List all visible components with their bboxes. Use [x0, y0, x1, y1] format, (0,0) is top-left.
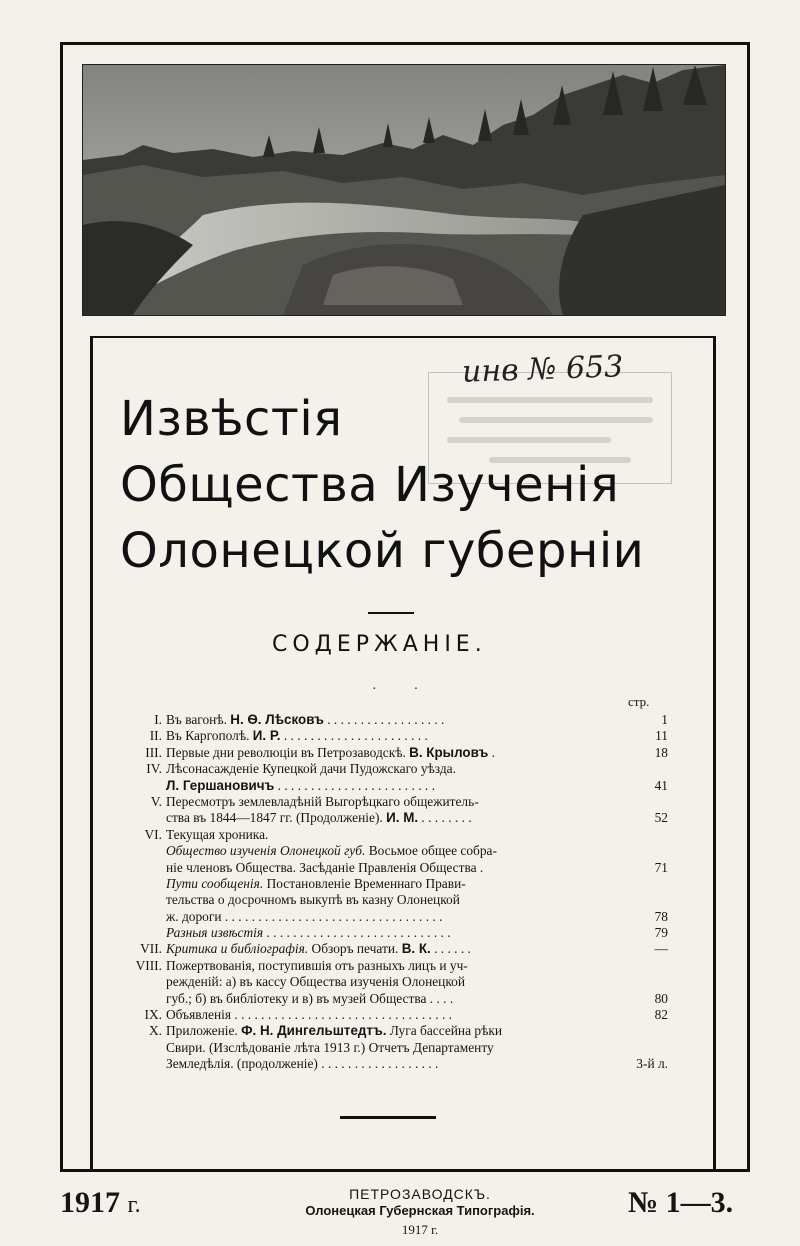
year-suffix: г.: [127, 1192, 141, 1218]
toc-entry-text: [166, 728, 638, 744]
toc-entry-text: [166, 827, 638, 843]
toc-author: Н. Ѳ. Лѣсковъ: [230, 712, 324, 727]
title-divider: [368, 612, 414, 614]
toc-number: II.: [149, 728, 162, 744]
toc-number: VIII.: [135, 957, 162, 973]
toc-page-number: 82: [654, 1007, 668, 1023]
toc-entry-text: [166, 1007, 638, 1023]
toc-row: [116, 941, 668, 957]
toc-text-part: . . . . . . . .: [418, 810, 472, 826]
toc-author: В. Крыловъ: [409, 744, 489, 760]
toc-text-part: губ.; б) въ библіотеку и в) въ музей Общества . . . .: [166, 990, 454, 1006]
bottom-divider: [340, 1116, 436, 1119]
toc-author: Л. Гершановичъ: [166, 777, 275, 793]
toc-page-number: 18: [654, 744, 668, 760]
toc-text-part: . . . . . .: [430, 941, 471, 957]
toc-number: VI.: [144, 826, 162, 842]
toc-entry-text: [166, 1040, 638, 1056]
toc-page-number: 41: [654, 777, 668, 793]
toc-row: [116, 745, 668, 761]
toc-entry-text: [166, 860, 638, 876]
toc-text-part: . . . . . . . . . . . . . . . . . .: [323, 712, 445, 727]
journal-title: [120, 386, 680, 584]
table-of-contents: [116, 712, 668, 1073]
toc-page-number: —: [654, 941, 668, 957]
toc-number: X.: [148, 1023, 162, 1039]
toc-text-part: Пересмотръ землевладѣній Выгорѣцкаго общежитель-: [166, 793, 479, 809]
toc-row: [116, 991, 668, 1007]
toc-text-part: Первые дни революціи въ Петрозаводскѣ.: [166, 744, 410, 760]
toc-page-number: 1: [661, 712, 668, 727]
toc-entry-text: [166, 794, 638, 810]
toc-row: [116, 860, 668, 876]
toc-text-part: тельства о досрочномъ выкупѣ въ казну Олонецкой: [166, 892, 460, 908]
toc-row: [116, 1023, 668, 1039]
toc-number: I.: [154, 712, 162, 727]
toc-section-italic: Разныя извѣстія: [166, 925, 264, 941]
toc-text-part: Въ вагонѣ.: [166, 712, 231, 727]
toc-text-part: . . . . . . . . . . . . . . . . . . . . . .: [280, 728, 428, 744]
toc-row: [116, 1040, 668, 1056]
toc-entry-text: [166, 925, 638, 941]
page-column-label: стр.: [628, 694, 650, 709]
toc-entry-text: [166, 958, 638, 974]
toc-page-number: 3-й л.: [636, 1056, 668, 1072]
toc-author: Ф. Н. Дингельштедтъ.: [241, 1023, 387, 1039]
toc-row: [116, 810, 668, 826]
toc-entry-text: [166, 1023, 638, 1039]
toc-text-part: ніе членовъ Общества. Засѣданіе Правленія Общества .: [166, 859, 484, 875]
toc-page-number: 78: [654, 908, 668, 924]
toc-entry-text: [166, 974, 638, 990]
title-line-2: Общества Изученія: [120, 457, 620, 513]
title-line-1: Извѣстія: [120, 391, 343, 447]
toc-entry-text: [166, 761, 638, 777]
toc-row: [116, 876, 668, 892]
toc-text-part: .: [488, 744, 495, 760]
toc-number: V.: [150, 793, 162, 809]
contents-heading: СОДЕРЖАНІЕ.: [272, 632, 487, 657]
toc-row: [116, 843, 668, 859]
toc-text-part: ж. дороги . . . . . . . . . . . . . . . . . . . . . . . . . . . . . . . . .: [166, 908, 443, 924]
toc-page-number: 71: [654, 859, 668, 875]
toc-entry-text: [166, 712, 638, 728]
landscape-photo: [82, 64, 726, 316]
toc-text-part: Земледѣлія. (продолженіе) . . . . . . . . . . . . . . . . . .: [166, 1056, 439, 1072]
toc-author: И. Р.: [252, 728, 281, 744]
toc-row: [116, 794, 668, 810]
toc-author: И. М.: [386, 810, 419, 826]
handwritten-inventory-note: инв № 653: [461, 349, 624, 390]
publisher-press: Олонецкая Губернская Типографія.: [305, 1203, 535, 1218]
toc-text-part: Лѣсонасажденіе Купецкой дачи Пудожскаго уѣзда.: [166, 761, 456, 777]
toc-entry-text: [166, 778, 638, 794]
toc-text-part: Пожертвованія, поступившія отъ разныхъ лицъ и уч-: [166, 957, 468, 973]
toc-section-italic: Критика и библіографія.: [166, 941, 309, 957]
toc-page-number: 52: [654, 810, 668, 826]
publisher-city: ПЕТРОЗАВОДСКЪ.: [349, 1186, 491, 1202]
toc-text-part: Постановленіе Временнаго Прави-: [263, 875, 466, 891]
toc-row: [116, 925, 668, 941]
toc-row: [116, 827, 668, 843]
toc-number: VII.: [140, 941, 162, 957]
toc-entry-text: [166, 810, 638, 826]
toc-text-part: режденій: а) въ кассу Общества изученія Олонецкой: [166, 974, 466, 990]
toc-number: IX.: [144, 1007, 162, 1023]
toc-row: [116, 778, 668, 794]
toc-page-number: 80: [654, 990, 668, 1006]
publication-year: [60, 1186, 141, 1220]
press-year: 1917 г.: [401, 1222, 439, 1237]
toc-text-part: Луга бассейна рѣки: [386, 1023, 503, 1039]
toc-row: [116, 712, 668, 728]
issue-number: № 1—3.: [628, 1186, 734, 1219]
toc-entry-text: [166, 892, 638, 908]
toc-text-part: Свири. (Изслѣдованіе лѣта 1913 г.) Отчетъ Департаменту: [166, 1039, 494, 1055]
toc-entry-text: [166, 909, 638, 925]
toc-row: [116, 1056, 668, 1072]
toc-entry-text: [166, 745, 638, 761]
toc-row: [116, 761, 668, 777]
toc-text-part: Въ Каргополѣ.: [166, 728, 253, 744]
toc-entry-text: [166, 876, 638, 892]
toc-entry-text: [166, 1056, 638, 1072]
toc-section-italic: Общество изученія Олонецкой губ.: [166, 843, 366, 859]
toc-row: [116, 728, 668, 744]
toc-text-part: Восьмое общее собра-: [365, 843, 497, 859]
toc-row: [116, 892, 668, 908]
toc-text-part: ства въ 1844—1847 гг. (Продолженіе).: [166, 810, 387, 826]
toc-page-number: 11: [655, 728, 668, 744]
toc-text-part: Приложеніе.: [166, 1023, 242, 1039]
toc-text-part: . . . . . . . . . . . . . . . . . . . . . . . . . . . .: [263, 925, 451, 941]
toc-entry-text: [166, 941, 638, 957]
toc-text-part: Объявленія . . . . . . . . . . . . . . . . . . . . . . . . . . . . . . . . .: [166, 1007, 452, 1023]
toc-row: [116, 1007, 668, 1023]
toc-page-number: 79: [654, 925, 668, 941]
toc-entry-text: [166, 843, 638, 859]
toc-row: [116, 958, 668, 974]
toc-text-part: . . . . . . . . . . . . . . . . . . . . . . . .: [274, 777, 435, 793]
toc-entry-text: [166, 991, 638, 1007]
decorative-dots: · ·: [372, 682, 429, 697]
toc-section-italic: Пути сообщенія.: [166, 875, 264, 891]
toc-text-part: Текущая хроника.: [166, 826, 269, 842]
toc-author: В. К.: [401, 941, 431, 957]
toc-text-part: Обзоръ печати.: [308, 941, 402, 957]
year-number: 1917: [60, 1186, 120, 1219]
toc-row: [116, 974, 668, 990]
toc-number: IV.: [146, 761, 162, 777]
title-line-3: Олонецкой губерніи: [120, 523, 645, 579]
toc-row: [116, 909, 668, 925]
landscape-illustration: [83, 65, 725, 315]
toc-number: III.: [145, 744, 162, 760]
